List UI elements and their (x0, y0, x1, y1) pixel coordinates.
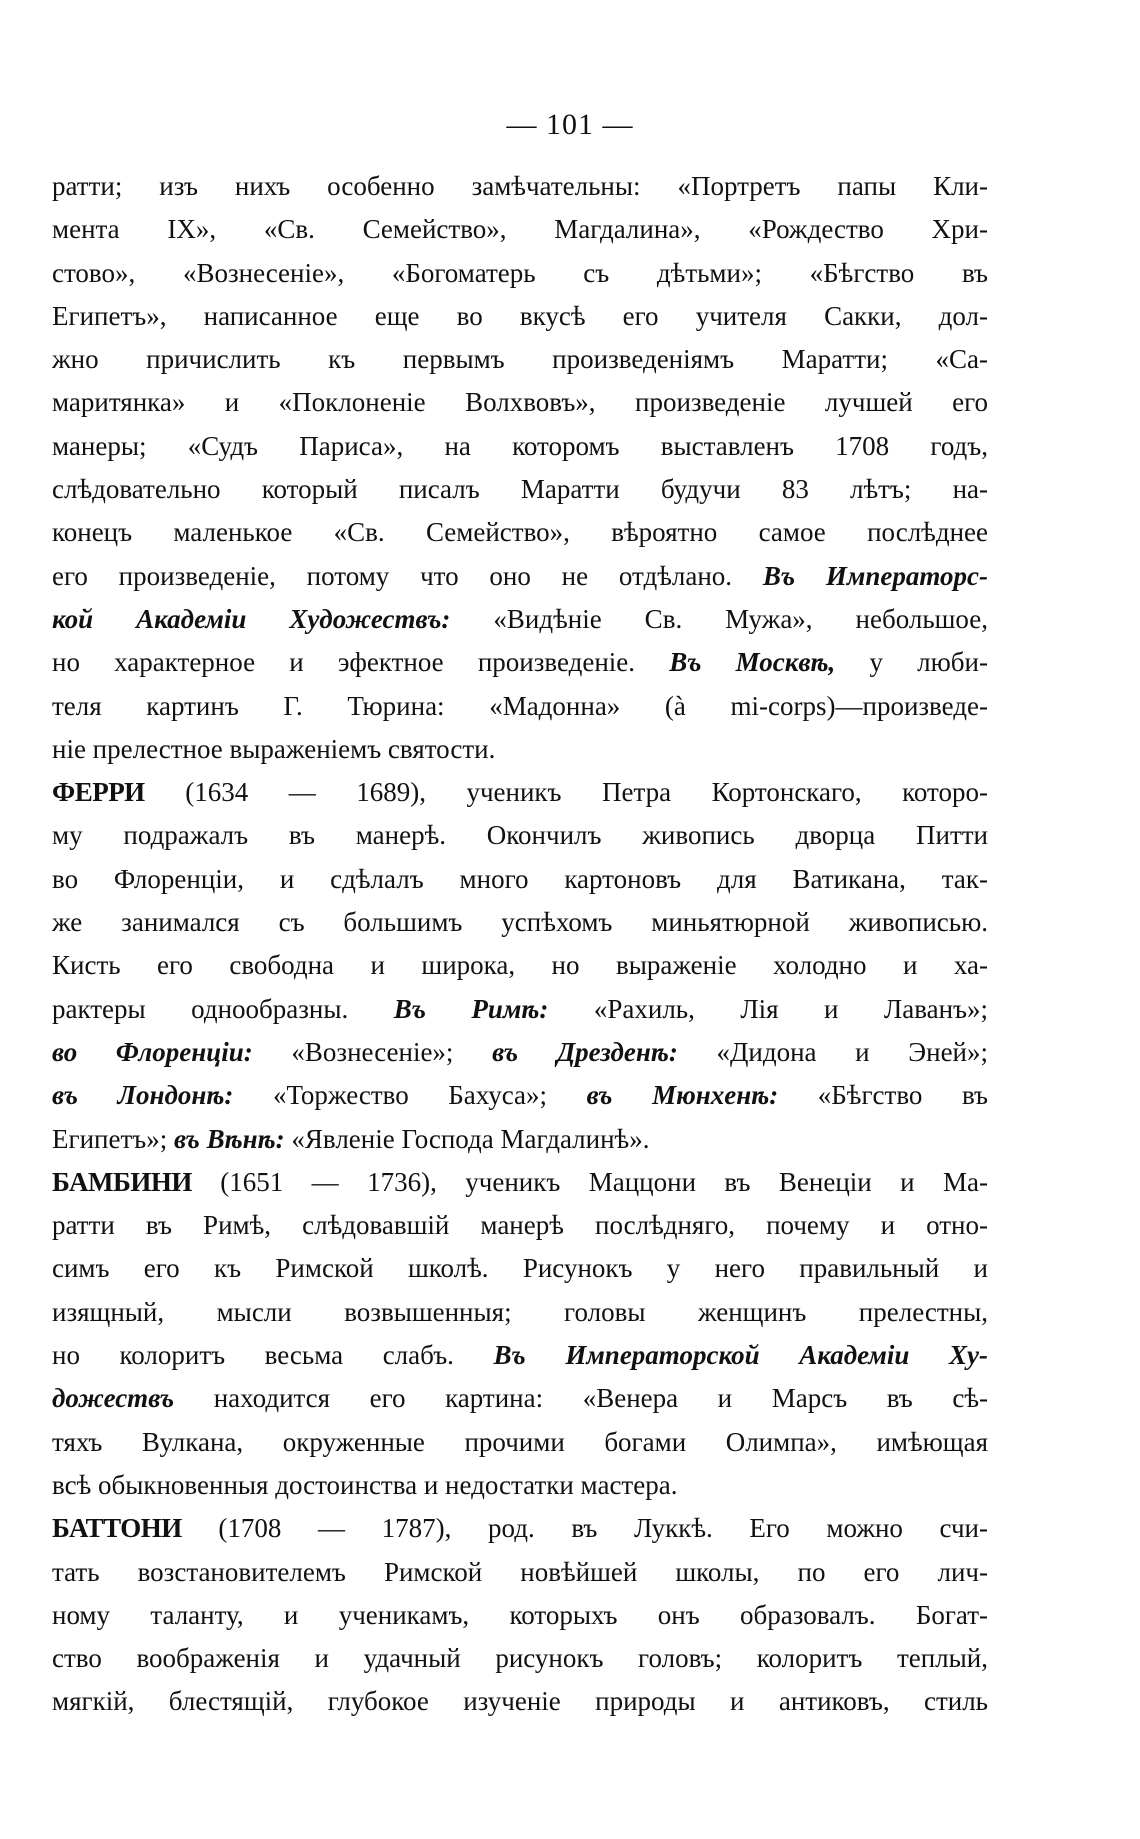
italic-reference: въ Лондонѣ: (52, 1080, 234, 1111)
text-run: «Видѣніе Св. Мужа», небольшое, (450, 603, 988, 634)
text-run: стово», «Вознесеніе», «Богоматерь съ дѣтьми»; «Бѣгство въ (52, 257, 988, 288)
text-line (52, 728, 988, 771)
text-run: «Бѣгство въ (778, 1080, 988, 1111)
text-line (52, 555, 988, 598)
text-line (52, 901, 988, 944)
text-run: «Рахиль, Лія и Лаванъ»; (548, 993, 988, 1024)
text-line (52, 338, 988, 381)
text-line (52, 944, 988, 987)
text-run: но характерное и эфектное произведеніе. (52, 647, 670, 678)
text-run: мягкій, блестящій, глубокое изученіе природы и антиковъ, стиль (52, 1686, 988, 1717)
text-line (52, 1377, 988, 1420)
text-run: му подражалъ въ манерѣ. Окончилъ живопись дворца Питти (52, 820, 988, 851)
text-run: (1634 — 1689), ученикъ Петра Кортонскаго, которо- (144, 777, 988, 808)
text-run: «Явленіе Господа Магдалинѣ». (284, 1123, 650, 1154)
text-line (52, 381, 988, 424)
text-line (52, 208, 988, 251)
text-line (52, 252, 988, 295)
text-run: манеры; «Судъ Париса», на которомъ выставленъ 1708 годъ, (52, 430, 988, 461)
text-line (52, 295, 988, 338)
text-run: но колоритъ весьма слабъ. (52, 1340, 494, 1371)
text-run: тать возстановителемъ Римской новѣйшей школы, по его лич- (52, 1556, 988, 1587)
text-run: «Торжество Бахуса»; (233, 1080, 587, 1111)
text-run: ніе прелестное выраженіемъ святости. (52, 733, 496, 764)
artist-name-heading: ФЕРРИ (52, 777, 145, 808)
italic-reference: Въ Римѣ: (393, 993, 549, 1024)
text-run: жно причислить къ первымъ произведеніямъ Маратти; «Са- (52, 344, 988, 375)
text-line (52, 1637, 988, 1680)
text-line (52, 511, 988, 554)
italic-reference: Въ Императорс- (762, 560, 988, 591)
text-run: тяхъ Вулкана, окруженные прочими богами Олимпа», имѣющая (52, 1426, 988, 1457)
text-run: конецъ маленькое «Св. Семейство», вѣроятно самое послѣднее (52, 517, 988, 548)
text-run: всѣ обыкновенныя достоинства и недостатки мастера. (52, 1469, 678, 1500)
text-line (52, 771, 988, 814)
text-line (52, 1031, 988, 1074)
text-run: ному таланту, и ученикамъ, которыхъ онъ образовалъ. Богат- (52, 1599, 988, 1630)
text-run: во Флоренціи, и сдѣлалъ много картоновъ для Ватикана, так- (52, 863, 988, 894)
text-line (52, 598, 988, 641)
text-line (52, 1421, 988, 1464)
text-run: изящный, мысли возвышенныя; головы женщинъ прелестны, (52, 1296, 988, 1327)
text-run: ратти; изъ нихъ особенно замѣчательны: «Портретъ папы Кли- (52, 171, 988, 201)
italic-reference: дожествъ (52, 1383, 175, 1414)
italic-reference: Въ Императорской Академіи Ху- (493, 1340, 988, 1371)
text-line (52, 1464, 988, 1507)
text-run: слѣдовательно который писалъ Маратти будучи 83 лѣтъ; на- (52, 474, 988, 505)
text-line (52, 425, 988, 468)
text-line (52, 1204, 988, 1247)
text-run: теля картинъ Г. Тюрина: «Мадонна» (à mi-corps)—произведе- (52, 690, 988, 721)
artist-name-heading: БАТТОНИ (52, 1513, 182, 1544)
text-run: Египетъ»; (52, 1123, 174, 1154)
text-run: его произведеніе, потому что оно не отдѣлано. (52, 560, 763, 591)
text-line (52, 165, 988, 208)
italic-reference: въ Мюнхенѣ: (586, 1080, 779, 1111)
italic-reference: Въ Москвѣ, (669, 647, 836, 678)
artist-name-heading: БАМБИНИ (52, 1166, 192, 1197)
text-line (52, 858, 988, 901)
body-text (52, 165, 988, 1724)
text-line (52, 1161, 988, 1204)
text-run: ство воображенія и удачный рисунокъ головъ; колоритъ теплый, (52, 1643, 988, 1674)
text-line (52, 814, 988, 857)
text-run: (1651 — 1736), ученикъ Маццони въ Венеціи и Ма- (191, 1166, 988, 1197)
text-run: «Дидона и Эней»; (677, 1036, 988, 1067)
text-line (52, 1074, 988, 1117)
text-run: симъ его къ Римской школѣ. Рисунокъ у него правильный и (52, 1253, 988, 1284)
italic-reference: въ Вѣнѣ: (173, 1123, 285, 1154)
text-line (52, 1334, 988, 1377)
text-run: находится его картина: «Венера и Марсъ въ сѣ- (174, 1383, 988, 1414)
text-line (52, 988, 988, 1031)
text-line (52, 1247, 988, 1290)
text-run: мента IX», «Св. Семейство», Магдалина», «Рождество Хри- (52, 214, 988, 245)
text-line (52, 1118, 988, 1161)
text-run: маритянка» и «Поклоненіе Волхвовъ», произведеніе лучшей его (52, 387, 988, 418)
text-line (52, 1551, 988, 1594)
text-line (52, 1291, 988, 1334)
text-line (52, 1594, 988, 1637)
text-line (52, 685, 988, 728)
text-line (52, 468, 988, 511)
page-number: — 101 — (506, 108, 634, 141)
text-run: ратти въ Римѣ, слѣдовавшій манерѣ послѣдняго, почему и отно- (52, 1210, 988, 1241)
text-run: же занимался съ большимъ успѣхомъ миньятюрной живописью. (52, 907, 988, 938)
text-run: (1708 — 1787), род. въ Луккѣ. Его можно счи- (181, 1513, 988, 1544)
italic-reference: во Флоренціи: (52, 1036, 253, 1067)
text-run: у люби- (835, 647, 988, 678)
text-line (52, 1507, 988, 1550)
text-run: рактеры однообразны. (52, 993, 394, 1024)
text-line (52, 1680, 988, 1723)
italic-reference: кой Академіи Художествъ: (52, 603, 451, 634)
text-run: «Вознесеніе»; (252, 1036, 493, 1067)
text-run: Египетъ», написанное еще во вкусѣ его учителя Сакки, дол- (52, 300, 988, 331)
text-line (52, 641, 988, 684)
text-run: Кисть его свободна и широка, но выраженіе холодно и ха- (52, 950, 988, 981)
italic-reference: въ Дрезденѣ: (492, 1036, 678, 1067)
